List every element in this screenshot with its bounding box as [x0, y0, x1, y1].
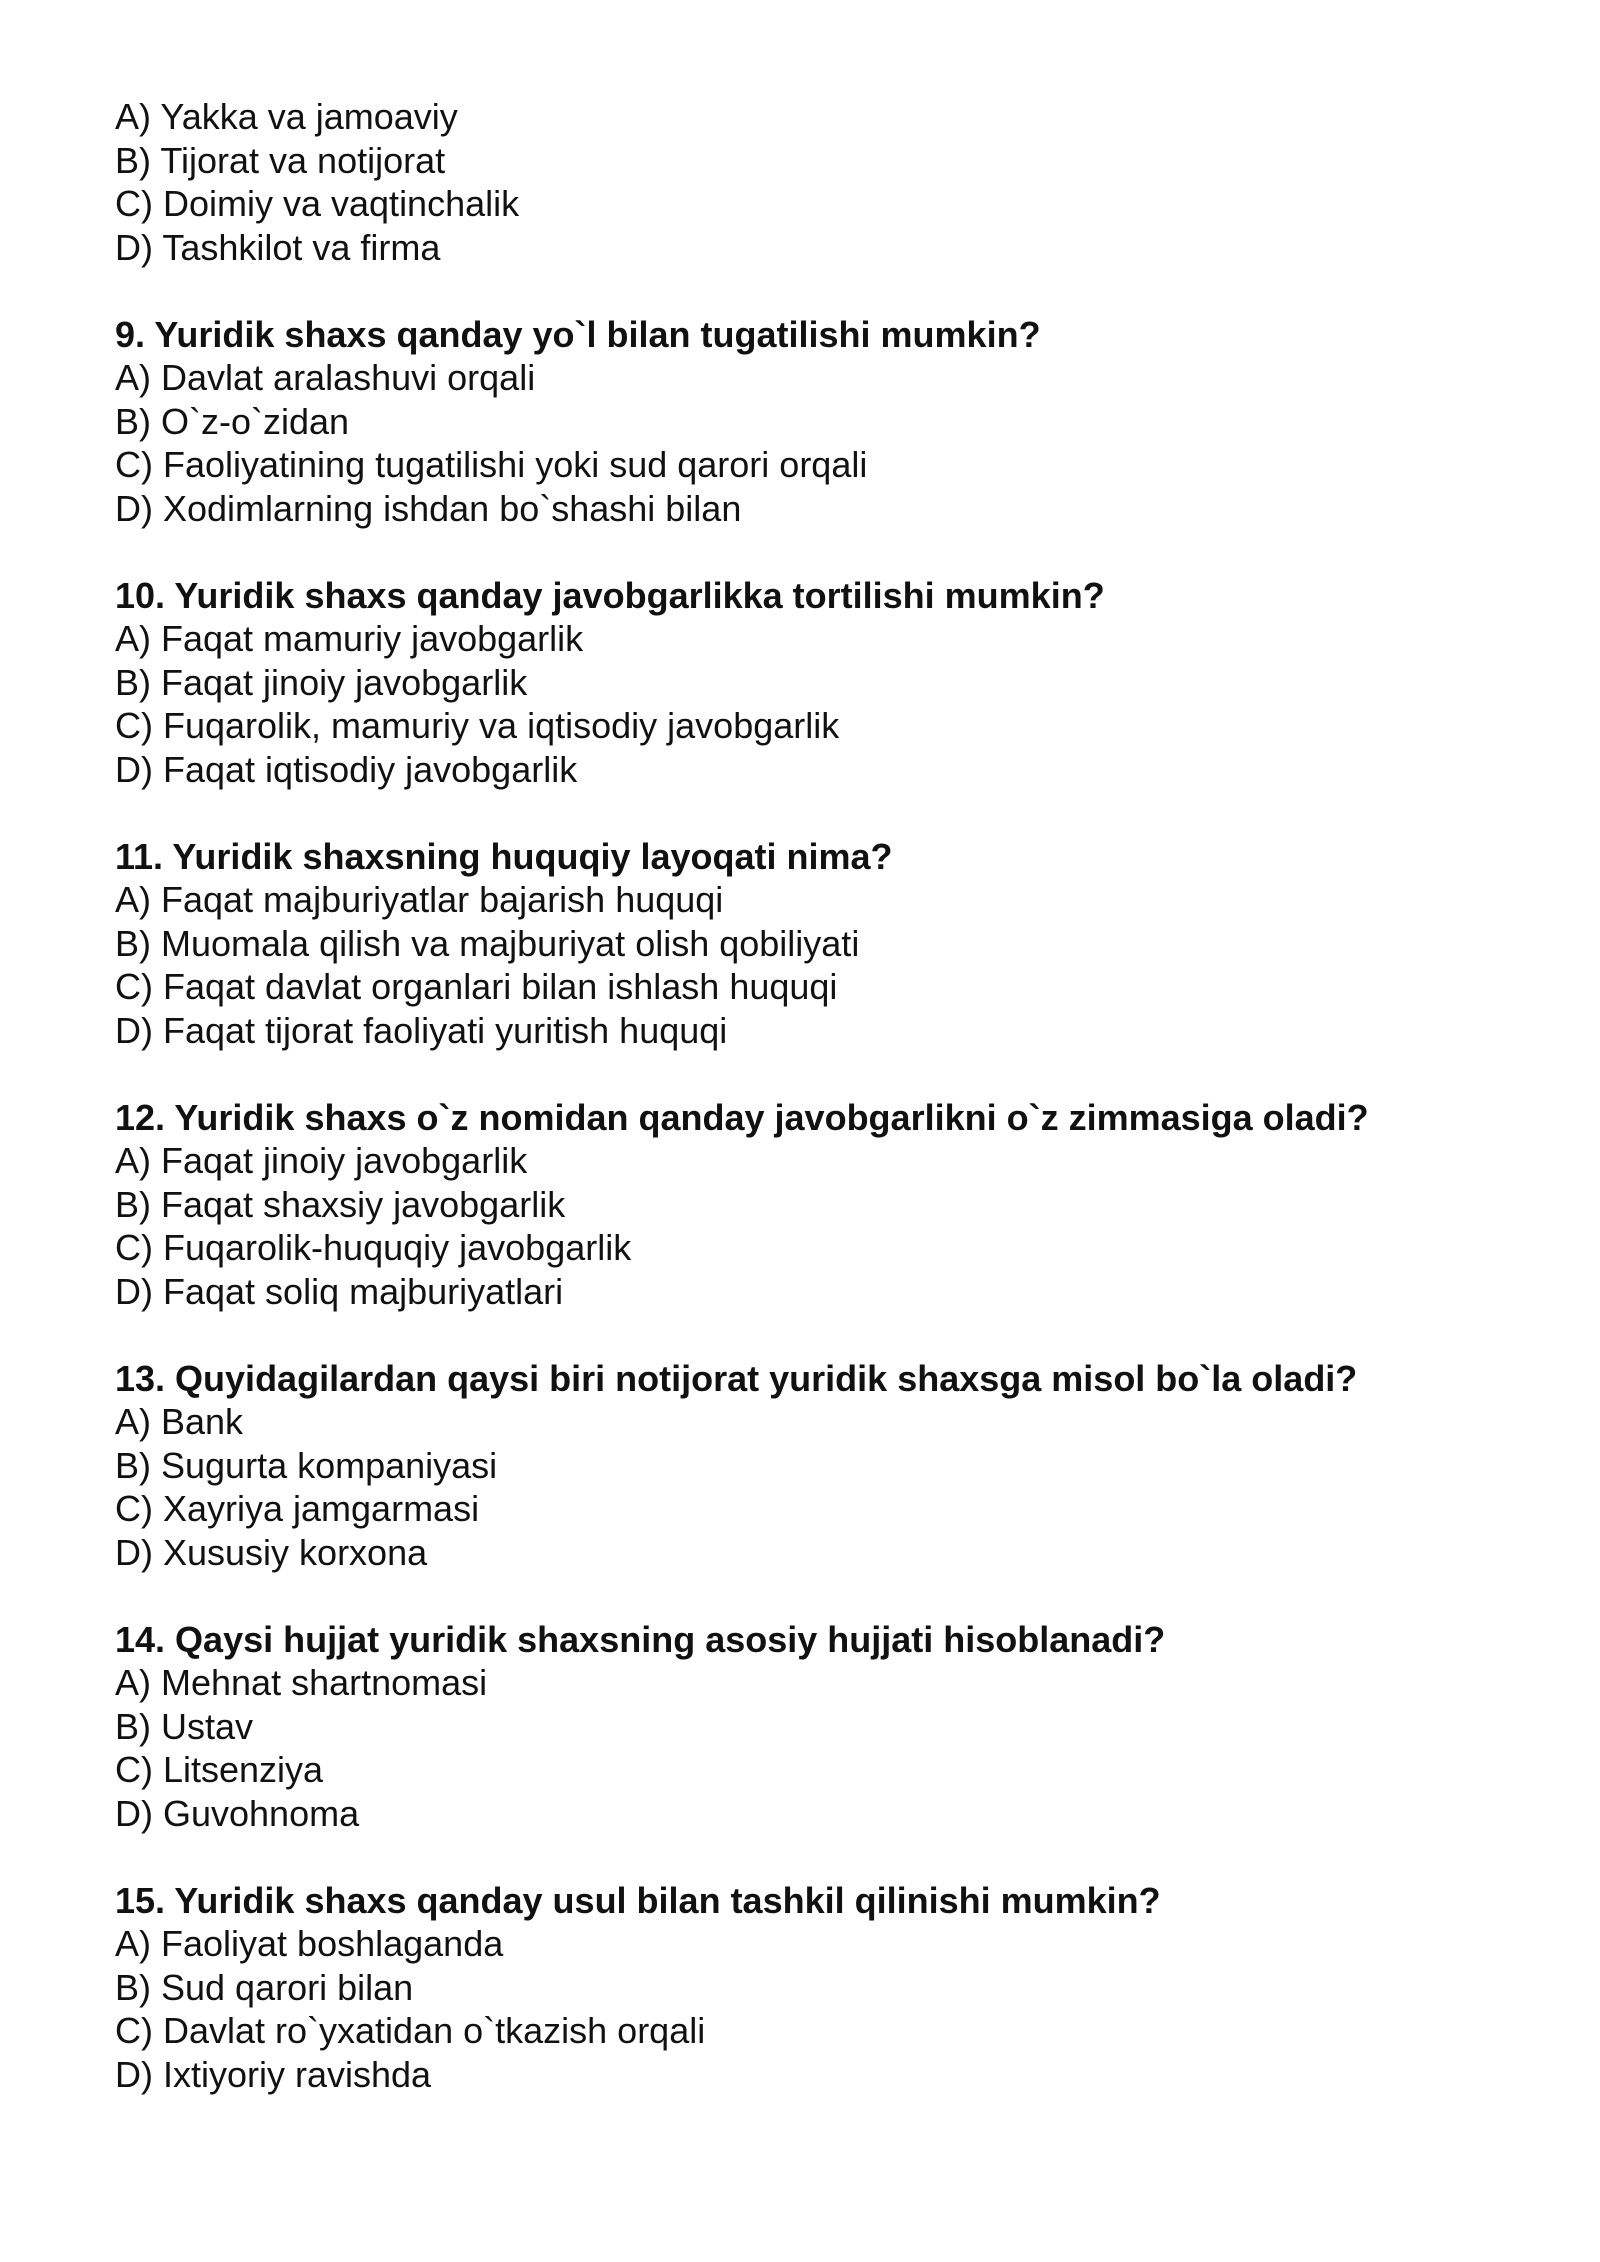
question-block-14	[115, 1618, 1535, 1836]
option-a: A) Faoliyat boshlaganda	[115, 1923, 504, 1964]
option-d: D) Faqat iqtisodiy javobgarlik	[115, 748, 578, 790]
option-a: A) Bank	[115, 1401, 244, 1442]
option-c: C) Fuqarolik, mamuriy va iqtisodiy javobgarlik	[115, 705, 840, 746]
question-block-11	[115, 835, 1535, 1053]
option-c: C) Xayriya jamgarmasi	[115, 1488, 480, 1529]
option-a: A) Faqat jinoiy javobgarlik	[115, 1140, 528, 1181]
option-c: C) Faoliyatining tugatilishi yoki sud qarori orqali	[115, 444, 868, 485]
option-d: D) Guvohnoma	[115, 1792, 360, 1834]
question-text: 13. Quyidagilardan qaysi biri notijorat yuridik shaxsga misol bo`la oladi?	[115, 1357, 1358, 1399]
option-a: A) Yakka va jamoaviy	[115, 96, 458, 137]
option-b: B) Muomala qilish va majburiyat olish qobiliyati	[115, 922, 860, 964]
option-c: C) Davlat ro`yxatidan o`tkazish orqali	[115, 2010, 706, 2051]
option-b: B) Faqat shaxsiy javobgarlik	[115, 1183, 566, 1225]
spacer	[115, 1052, 1535, 1096]
option-a: A) Davlat aralashuvi orqali	[115, 357, 536, 398]
option-c: C) Faqat davlat organlari bilan ishlash huquqi	[115, 966, 838, 1007]
option-d: D) Tashkilot va firma	[115, 226, 441, 268]
spacer	[115, 1574, 1535, 1618]
option-a: A) Faqat majburiyatlar bajarish huquqi	[115, 879, 724, 920]
option-d: D) Xususiy korxona	[115, 1531, 428, 1573]
option-a: A) Faqat mamuriy javobgarlik	[115, 618, 584, 659]
question-text: 14. Qaysi hujjat yuridik shaxsning asosiy hujjati hisoblanadi?	[115, 1618, 1166, 1660]
question-block-15	[115, 1879, 1535, 2097]
spacer	[115, 791, 1535, 835]
question-block-13	[115, 1357, 1535, 1575]
option-b: B) Sud qarori bilan	[115, 1966, 414, 2008]
spacer	[115, 530, 1535, 574]
question-text: 12. Yuridik shaxs o`z nomidan qanday javobgarlikni o`z zimmasiga oladi?	[115, 1096, 1369, 1138]
option-c: C) Fuqarolik-huquqiy javobgarlik	[115, 1227, 632, 1268]
question-text: 15. Yuridik shaxs qanday usul bilan tashkil qilinishi mumkin?	[115, 1879, 1161, 1921]
option-a: A) Mehnat shartnomasi	[115, 1662, 488, 1703]
option-b: B) Ustav	[115, 1705, 254, 1747]
option-c: C) Doimiy va vaqtinchalik	[115, 183, 520, 224]
question-text: 11. Yuridik shaxsning huquqiy layoqati nima?	[115, 835, 893, 877]
option-d: D) Faqat soliq majburiyatlari	[115, 1270, 564, 1312]
option-d: D) Ixtiyoriy ravishda	[115, 2053, 432, 2095]
intro-options-block	[115, 95, 1535, 269]
spacer	[115, 1835, 1535, 1879]
option-b: B) Sugurta kompaniyasi	[115, 1444, 498, 1486]
option-b: B) Faqat jinoiy javobgarlik	[115, 661, 528, 703]
option-d: D) Faqat tijorat faoliyati yuritish huquqi	[115, 1009, 728, 1051]
question-text: 10. Yuridik shaxs qanday javobgarlikka tortilishi mumkin?	[115, 574, 1105, 616]
question-block-12	[115, 1096, 1535, 1314]
question-block-10	[115, 574, 1535, 792]
spacer	[115, 269, 1535, 313]
question-text: 9. Yuridik shaxs qanday yo`l bilan tugatilishi mumkin?	[115, 313, 1041, 355]
question-block-9	[115, 313, 1535, 531]
option-b: B) Tijorat va notijorat	[115, 139, 446, 181]
spacer	[115, 1313, 1535, 1357]
option-d: D) Xodimlarning ishdan bo`shashi bilan	[115, 487, 742, 529]
option-b: B) O`z-o`zidan	[115, 400, 350, 442]
document-page	[115, 95, 1535, 2096]
option-c: C) Litsenziya	[115, 1749, 324, 1790]
